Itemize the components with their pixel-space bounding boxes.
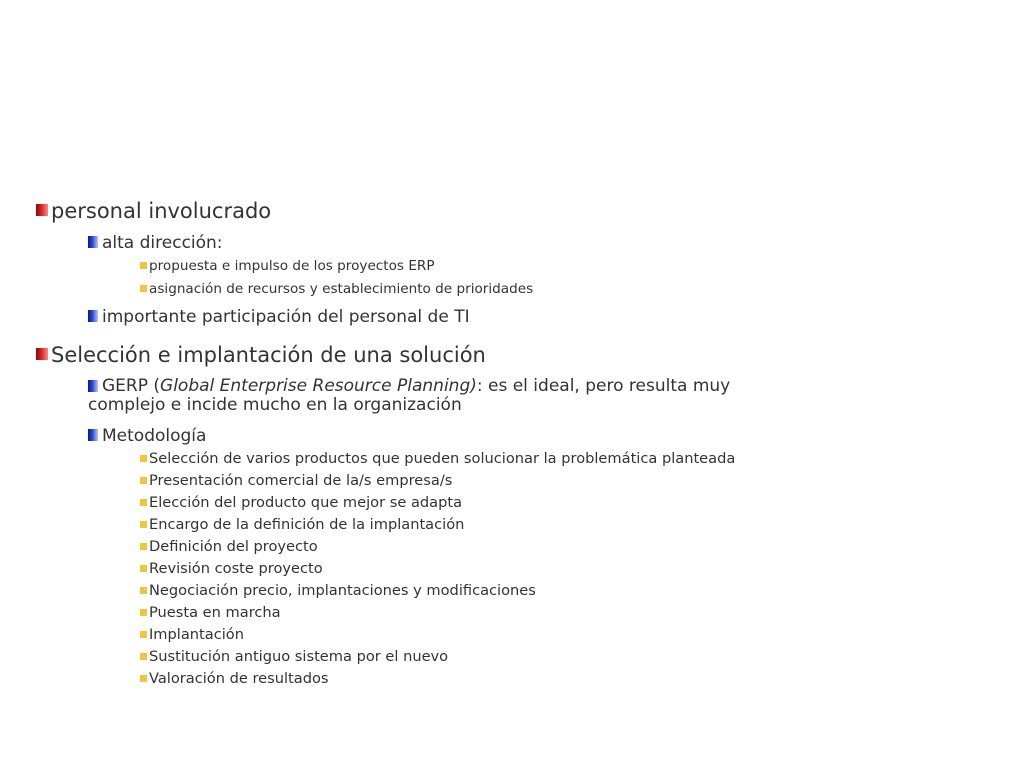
bullet-metodologia [102, 426, 206, 446]
yellow-bullet-icon [140, 675, 147, 682]
sub-item-label: Metodología [102, 426, 207, 446]
blue-bullet-icon [88, 310, 98, 322]
list-item [149, 280, 533, 298]
list-item [149, 494, 462, 512]
sub-item-label: importante participación del personal de TI [102, 307, 470, 327]
yellow-bullet-icon [140, 653, 147, 660]
list-item-text: Implantación [149, 626, 244, 643]
section1-heading: personal involucrado [51, 199, 272, 223]
list-item [149, 257, 435, 275]
gerp-suffix: : es el ideal, pero resulta muy [476, 376, 731, 396]
section2-heading: Selección e implantación de una solución [51, 343, 486, 367]
bullet-gerp [88, 376, 862, 415]
list-item [149, 604, 281, 622]
list-item-text: Encargo de la definición de la implantación [149, 516, 465, 533]
list-item [149, 450, 735, 468]
yellow-bullet-icon [140, 543, 147, 550]
gerp-italic: Global Enterprise Resource Planning) [160, 376, 477, 396]
list-item-text: Elección del producto que mejor se adapta [149, 494, 463, 511]
list-item [149, 472, 452, 490]
yellow-bullet-icon [140, 477, 147, 484]
yellow-bullet-icon [140, 285, 147, 292]
yellow-bullet-icon [140, 631, 147, 638]
list-item-text: Sustitución antiguo sistema por el nuevo [149, 648, 449, 665]
list-item [149, 582, 536, 600]
list-item-text: Definición del proyecto [149, 538, 318, 555]
bullet-personal-involucrado [51, 198, 271, 224]
bullet-seleccion-implantacion [51, 342, 486, 368]
yellow-bullet-icon [140, 565, 147, 572]
yellow-bullet-icon [140, 499, 147, 506]
list-item-text: Revisión coste proyecto [149, 560, 323, 577]
list-item-text: Negociación precio, implantaciones y modificaciones [149, 582, 536, 599]
yellow-bullet-icon [140, 455, 147, 462]
list-item [149, 560, 323, 578]
yellow-bullet-icon [140, 521, 147, 528]
list-item [149, 516, 464, 534]
gerp-line2: complejo e incide mucho en la organización [88, 395, 462, 415]
list-item [149, 670, 329, 688]
list-item-text: Selección de varios productos que pueden solucionar la problemática planteada [149, 450, 736, 467]
blue-bullet-icon [88, 380, 98, 392]
red-bullet-icon [36, 204, 48, 216]
yellow-bullet-icon [140, 262, 147, 269]
gerp-prefix: GERP ( [102, 376, 161, 396]
yellow-bullet-icon [140, 609, 147, 616]
list-item-text: propuesta e impulso de los proyectos ERP [149, 258, 435, 274]
bullet-alta-direccion [102, 233, 223, 253]
red-bullet-icon [36, 348, 48, 360]
list-item [149, 626, 244, 644]
sub-item-label: alta dirección: [102, 233, 223, 253]
list-item-text: Puesta en marcha [149, 604, 281, 621]
bullet-participacion-ti [102, 307, 470, 327]
list-item-text: asignación de recursos y establecimiento de prioridades [149, 281, 534, 297]
list-item [149, 648, 448, 666]
blue-bullet-icon [88, 236, 98, 248]
list-item-text: Valoración de resultados [149, 670, 329, 687]
yellow-bullet-icon [140, 587, 147, 594]
list-item [149, 538, 318, 556]
blue-bullet-icon [88, 429, 98, 441]
list-item-text: Presentación comercial de la/s empresa/s [149, 472, 453, 489]
